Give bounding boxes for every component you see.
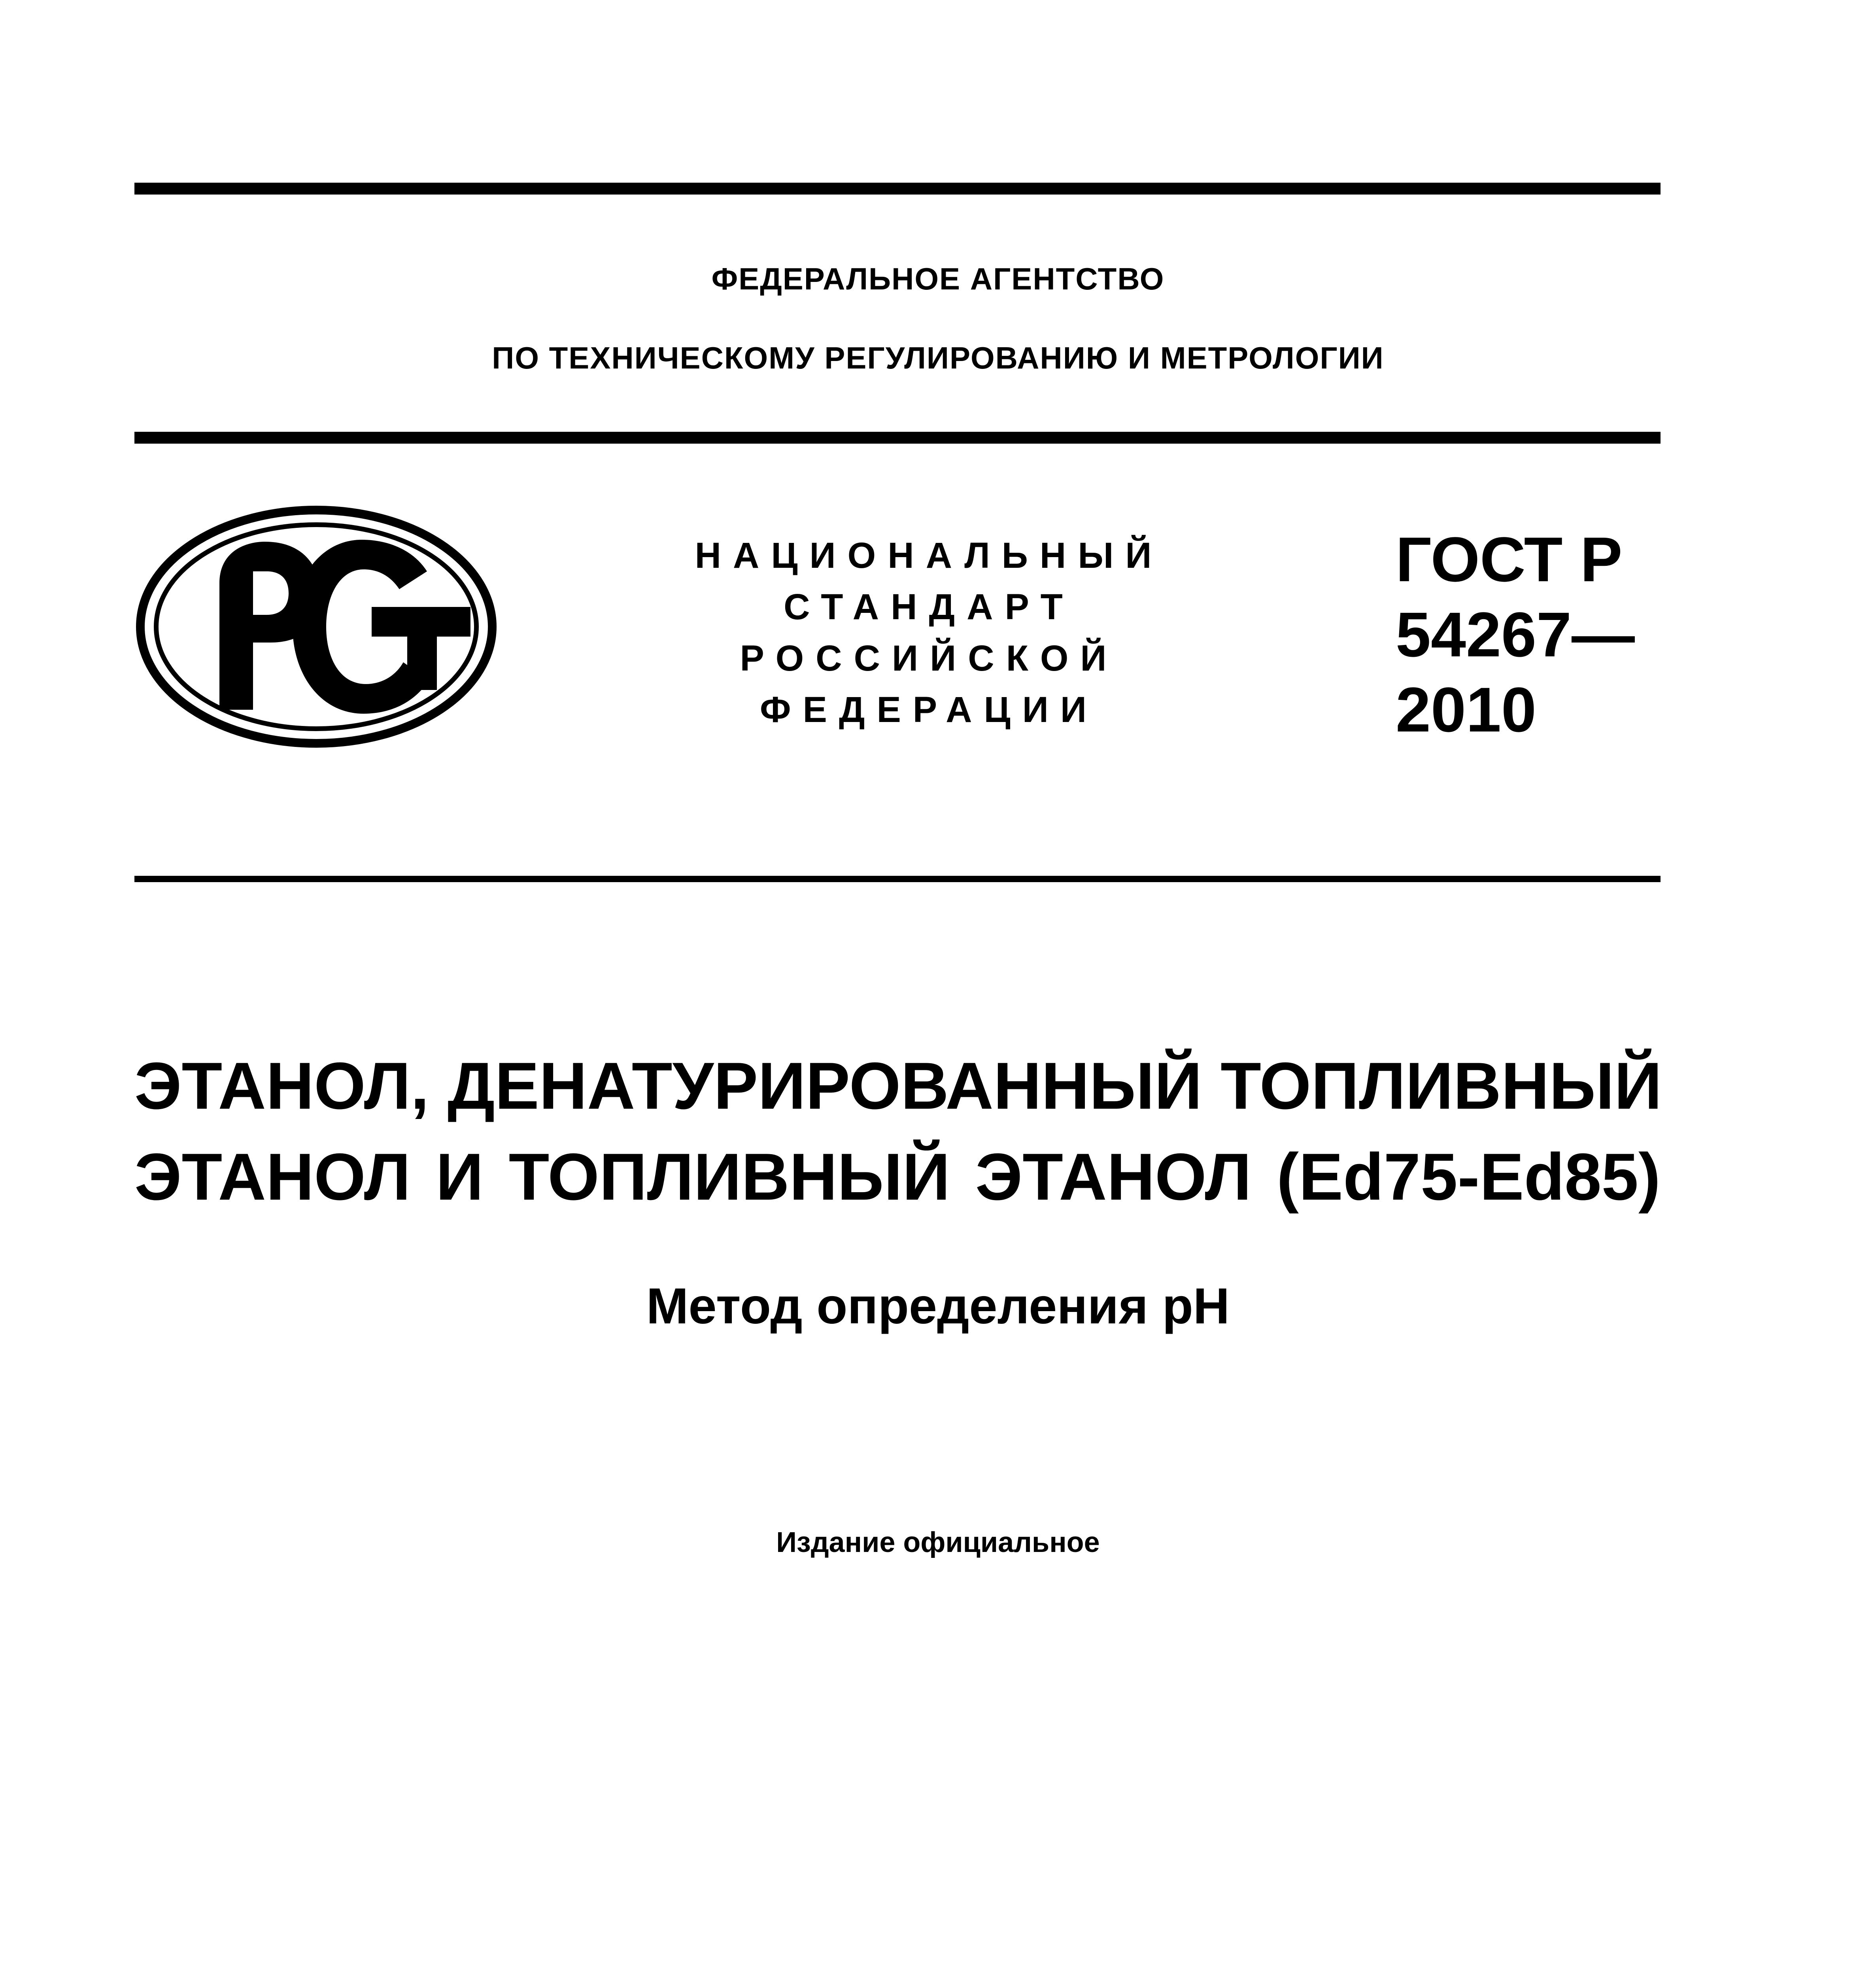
designation-line-1: ГОСТ Р: [1396, 524, 1623, 595]
designation-line-3: 2010: [1396, 674, 1536, 745]
title-line-1: ЭТАНОЛ, ДЕНАТУРИРОВАННЫЙ ТОПЛИВНЫЙ: [134, 1049, 1662, 1123]
agency-line-2: ПО ТЕХНИЧЕСКОМУ РЕГУЛИРОВАНИЮ И МЕТРОЛОГИИ: [492, 340, 1384, 375]
title-line-2: ЭТАНОЛ И ТОПЛИВНЫЙ ЭТАНОЛ (Ed75-Ed85): [134, 1140, 1661, 1214]
standard-type-line-4: ФЕДЕРАЦИИ: [760, 690, 1098, 730]
standard-type: [652, 530, 1206, 735]
top-rule: [134, 183, 1661, 195]
title-separator-rule: [134, 876, 1661, 882]
standard-type-line-1: НАЦИОНАЛЬНЫЙ: [695, 535, 1164, 576]
header-bottom-rule: [134, 432, 1661, 444]
standard-type-line-3: РОССИЙСКОЙ: [740, 638, 1118, 679]
standard-designation: [1396, 522, 1635, 747]
standard-type-line-2: СТАНДАРТ: [784, 587, 1075, 627]
edition-note: Издание официальное: [776, 1527, 1100, 1558]
subtitle: Метод определения pH: [646, 1278, 1230, 1334]
designation-line-2: 54267—: [1396, 599, 1635, 670]
rst-logo: [134, 504, 498, 749]
agency-line-1: ФЕДЕРАЛЬНОЕ АГЕНТСТВО: [711, 261, 1165, 296]
